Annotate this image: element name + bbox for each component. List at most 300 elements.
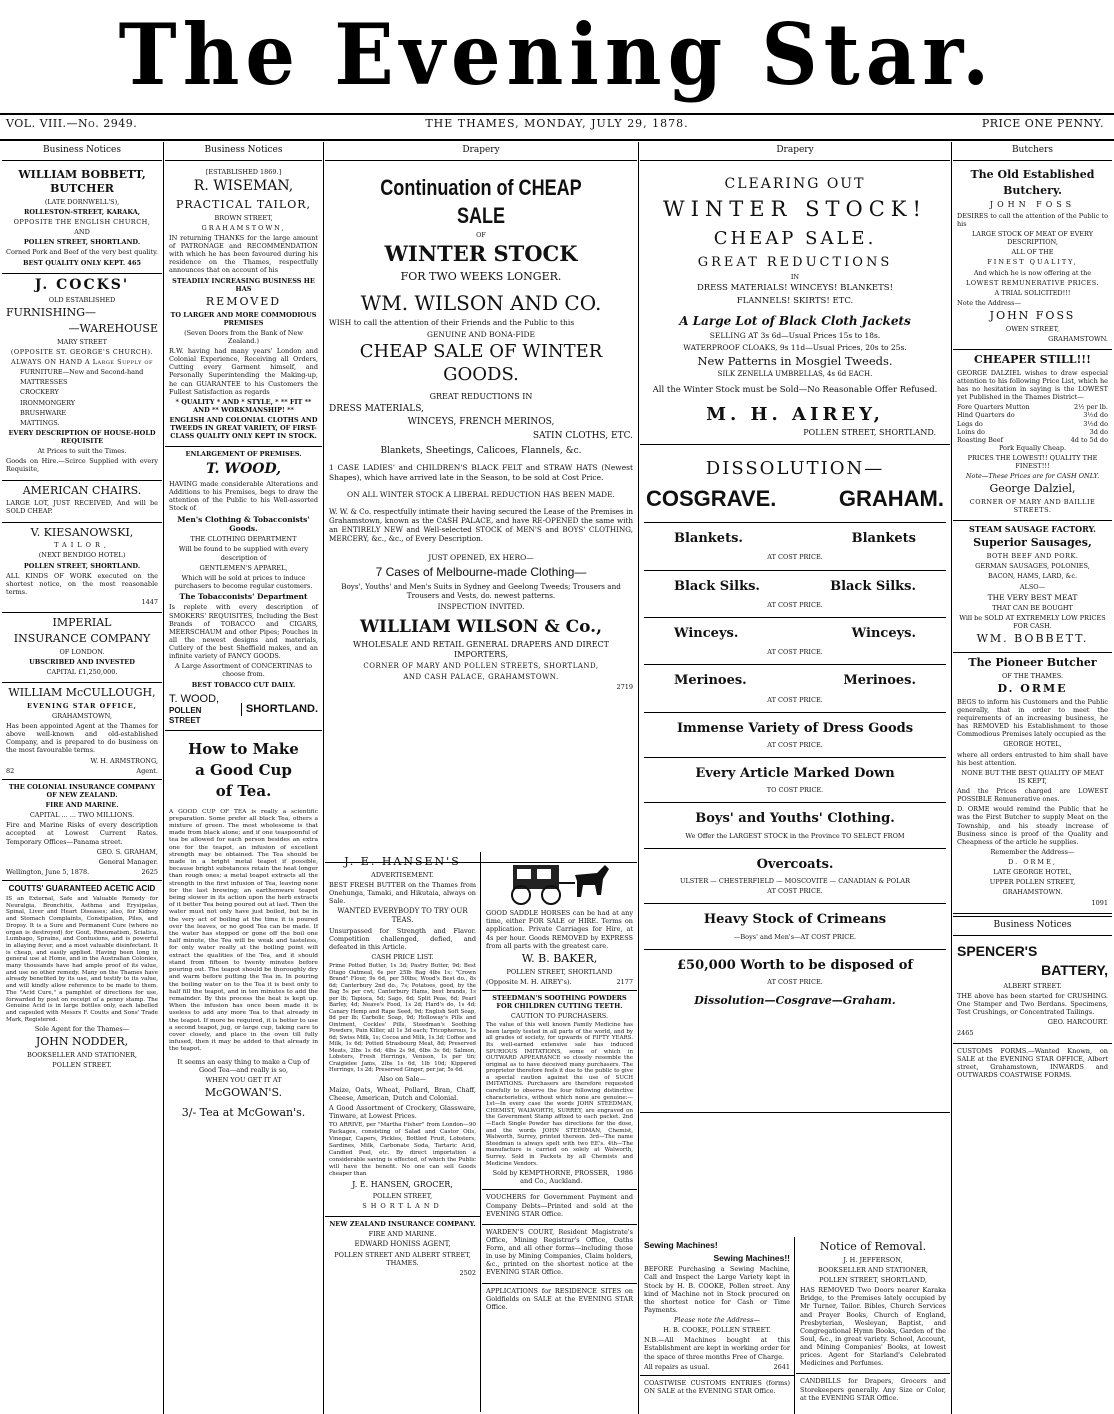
sausage-ad — [953, 521, 1112, 653]
ad-line: * QUALITY * AND * STYLE, * ** FIT ** AND ** WORKMANSHIP! ** — [175, 397, 312, 414]
ad-signature: JOHN FOSS — [989, 199, 1076, 209]
ad-title: DISSOLUTION— — [705, 458, 885, 480]
ad-title: Superior Sausages, — [973, 536, 1092, 550]
ad-title: J. E. HANSEN'S — [344, 855, 461, 868]
ad-line: ALL OF THE — [1011, 248, 1054, 257]
imperial-ad — [2, 613, 162, 683]
ad-signature: George Dalziel, — [989, 482, 1076, 496]
ad-title: CLEARING OUT — [724, 176, 866, 193]
ad-line: OF THE THAMES. — [1001, 671, 1064, 680]
ad-body: HAS REMOVED Two Doors nearer Karaka Bridge, to the Premises lately occupied by Mr Turner, Tailor. Bibles, Church Services and Prayer Books, Church of England, Presbyterian, Wesleyan, Baptist, and Congregational Hymn Books, Garden of the Soul, &c., in great variety. School, Account, and Mining Companies' Books, at lowest prices. Agent for Starland's Celebrated Medicines and Perfumes. — [800, 1286, 946, 1368]
ad-title: WILLIAM WILSON & Co., — [359, 616, 603, 637]
ad-signature: T. WOOD, — [169, 692, 220, 705]
ad-body: Boys', Youths' and Men's Suits in Sydney and Geelong Tweeds; Trousers and Trousers and Vests, do. newest patterns. — [341, 581, 621, 600]
ad-title: Sewing Machines! — [644, 1240, 718, 1250]
section-heading: Business Notices — [953, 916, 1112, 936]
ad-body: A Good Assortment of Crockery, Glassware, Tinware, at Lowest Prices. — [329, 1103, 476, 1120]
ad-body: where all orders entrusted to him shall have his best attention. — [957, 750, 1108, 767]
ad-line: THE VERY BEST MEAT — [987, 592, 1078, 602]
section-heading: Drapery — [640, 142, 950, 161]
item-label: Blankets — [851, 531, 916, 547]
diss-row — [644, 570, 946, 609]
ad-line: BEST TOBACCO CUT DAILY. — [191, 680, 296, 689]
column-rule — [951, 142, 952, 1414]
ad-title: Butchery. — [1003, 184, 1062, 197]
diss-row — [644, 617, 946, 656]
ad-line: GREAT REDUCTIONS IN — [429, 392, 533, 402]
ad-line: Sold by KEMPTHORNE, PROSSER, and Co., Auckland. — [492, 1169, 610, 1186]
ad-line: ALSO— — [1019, 582, 1046, 591]
ad-body: WISH to call the attention of their Friends and the Public to this — [329, 318, 575, 328]
ad-body: Has been appointed Agent at the Thames for above well-known and old-established Company, and is prepared to do business on the most favourable terms. — [6, 722, 158, 755]
ad-title: T. WOOD, — [206, 460, 281, 477]
ad-line: CAPITAL £1,250,000. — [46, 667, 118, 676]
ad-line: TAILOR, — [54, 541, 110, 550]
residence-ad — [482, 1284, 637, 1317]
ad-line: A Large Assortment of CONCERTINAS to choose from. — [174, 662, 313, 679]
ad-number: 82 — [6, 766, 15, 775]
ad-line: WHEN YOU GET IT AT — [205, 1075, 282, 1084]
price-item: Legs do — [957, 419, 983, 428]
item-label: Overcoats. — [756, 856, 834, 872]
ad-title: 7 Cases of Melbourne-made Clothing— — [375, 564, 587, 579]
vouchers-ad — [482, 1190, 637, 1224]
ad-line: BACON, HAMS, LARD, &c. — [987, 572, 1078, 581]
ad-title: WINTER STOCK! — [663, 196, 927, 221]
ad-line: OF — [476, 231, 486, 240]
sub-column-right — [482, 852, 637, 1412]
ad-signature: W. B. BAKER, — [521, 951, 598, 965]
ad-title: J. COCKS' — [34, 276, 130, 293]
price-row — [957, 436, 1108, 444]
item-label: Merinoes. — [843, 673, 916, 689]
ad-signature: GEO. HARCOURT. — [1047, 1018, 1108, 1027]
ad-title: How to Make — [188, 740, 299, 759]
ad-title: CHEAP SALE OF WINTER GOODS. — [359, 341, 603, 385]
hansen-ad — [325, 852, 480, 1217]
chairs-ad — [2, 481, 162, 523]
ad-line: Remember the Address— — [990, 847, 1075, 856]
ad-line: FOR TWO WEEKS LONGER. — [400, 269, 562, 283]
ad-line: UBSCRIBED AND INVESTED — [29, 657, 135, 666]
ad-signature: H. B. COOKE, POLLEN STREET. — [663, 1326, 771, 1335]
diss-row — [644, 903, 946, 940]
ad-title: M. H. AIREY, — [706, 403, 884, 425]
list-item: BRUSHWARE — [20, 408, 66, 417]
ad-line: [ESTABLISHED 1869.] — [205, 168, 282, 177]
column-4 — [640, 142, 950, 1414]
ad-title: WM. WILSON AND CO. — [360, 291, 602, 316]
sub-column-left — [640, 1237, 795, 1414]
ad-line: PRACTICAL TAILOR, — [175, 197, 311, 211]
ad-title: WINTER STOCK — [384, 241, 578, 267]
dateline-rule — [0, 139, 1114, 141]
ad-title: CHEAPER STILL!!! — [974, 353, 1091, 366]
ad-body: D. ORME would remind the Public that he was the First Butcher to supply Meat on the Township, and his steady increase of Business since is proof of the Quality and Cheapness of the article he supplies. — [957, 805, 1108, 846]
ad-line: GENUINE AND BONA-FIDE — [426, 329, 536, 339]
ad-line: We Offer the LARGEST STOCK in the Province TO SELECT FROM — [685, 831, 905, 840]
ad-body: DESIRES to call the attention of the Public to his — [957, 211, 1108, 228]
price-item: Roasting Beef — [957, 435, 1003, 444]
ad-line: All repairs as usual. — [644, 1362, 710, 1371]
ad-line: BOOKSELLER AND STATIONER, — [26, 1051, 137, 1060]
price-item: Hind Quarters do — [957, 411, 1015, 420]
ad-signature: GEO. S. GRAHAM, — [96, 847, 158, 856]
ad-line: AND — [74, 228, 90, 237]
orme-ad — [953, 653, 1112, 914]
ad-line: J. H. JEFFERSON, — [843, 1255, 903, 1264]
ad-title: Sewing Machines!! — [713, 1252, 790, 1263]
ad-line: REMOVED — [205, 294, 282, 308]
dalziel-ad — [953, 350, 1112, 521]
ad-body: GOOD SADDLE HORSES can be had at any time, either FOR SALE or HIRE. Terms on application. Private Carriages for Hire, at 4s per hour. Goods REMOVED by EXPRESS from all parts with the greatest care. — [486, 909, 633, 950]
kiesanowski-ad — [2, 523, 162, 614]
ad-line: Men's Clothing & Tobacconists' Goods. — [177, 514, 310, 533]
ad-line: OLD ESTABLISHED — [48, 296, 116, 305]
ad-line: (NEXT BENDIGO HOTEL) — [38, 551, 126, 560]
ad-line: Note—These Prices are for CASH ONLY. — [965, 472, 1100, 481]
ad-number: 2625 — [141, 867, 158, 876]
ad-body: The value of this well known Family Medicine has been largely tested in all parts of the world, and by all grades of society, for upwards of FIFTY YEARS. Its well-earned extensive sale has induced SPURIOUS IMITATIONS, some of which in OUTWARD APPEARANCE so closely resemble the original as to have deceived many purchasers. The proprietor therefore feels it due to the public to give a special caution against the use of SUCH IMITATIONS. Purchasers are therefore requested carefully to observe the four following distinctive characteristics, without which none are genuine:— 1st—In every case the words JOHN STEEDMAN, CHEMIST, WALWORTH, SURREY, are engraved on the Government Stamp affixed to each packet. 2nd—Each Single Powder has directions for the dose, and the words JOHN STEEDMAN, Chemist, Walworth, Surrey, printed thereon. 3rd—The name Steedman is always spelt with two EE's. 4th—The manufacture is carried on solely at Walworth, Surrey. Sold in Packets by all Chemists and Medicine Vendors. — [486, 1022, 633, 1167]
ad-line: THAT CAN BE BOUGHT — [992, 604, 1073, 612]
ad-signature: D. ORME — [997, 682, 1068, 695]
tea-ad — [165, 731, 322, 1125]
column-rule — [323, 142, 324, 1414]
ad-line: INSPECTION INVITED. — [437, 601, 525, 611]
ad-number: 1091 — [1091, 898, 1108, 907]
list-item: MATTINGS. — [20, 418, 60, 427]
ad-number: 2502 — [459, 1269, 476, 1278]
handbills-ad — [796, 1374, 950, 1407]
ad-line: FURNISHING— — [6, 306, 97, 320]
section-heading: Butchers — [953, 142, 1112, 161]
ad-line: (Seven Doors from the Bank of New Zealand.) — [184, 328, 303, 345]
ad-line: POLLEN STREET, SHORTLAND, — [819, 1276, 927, 1284]
ad-title: STEAM SAUSAGE FACTORY. — [969, 524, 1096, 535]
ad-line: Sole Agent for the Thames— — [34, 1025, 130, 1034]
ad-line: ENGLISH AND COLONIAL CLOTHS AND TWEEDS IN GREAT VARIETY, OF FIRST-CLASS QUALITY ONLY KEPT IN STOCK. — [169, 416, 318, 441]
ad-title: R. WISEMAN, — [193, 178, 294, 195]
price-row — [957, 428, 1108, 436]
wilson-ad — [325, 165, 637, 863]
ad-body: Will be found to be supplied with every description of — [178, 545, 309, 562]
item-label: Winceys. — [674, 625, 739, 641]
item-label: Boys' and Youths' Clothing. — [695, 811, 895, 827]
column-3 — [325, 142, 637, 1414]
ad-line: Will be SOLD AT EXTREMELY LOW PRICES FOR CASH. — [959, 614, 1106, 631]
issue-date: THE THAMES, MONDAY, JULY 29, 1878. — [425, 117, 689, 130]
ad-title: The Old Established — [970, 168, 1095, 182]
column-1 — [2, 142, 162, 1414]
ad-line: NONE BUT THE BEST QUALITY OF MEAT IS KEPT, — [961, 768, 1104, 785]
ad-line: AT COST PRICE. — [767, 600, 823, 609]
ad-title: BATTERY, — [1041, 962, 1108, 979]
ad-line: DRESS MATERIALS, — [329, 404, 424, 415]
ad-title: The Pioneer Butcher — [968, 656, 1097, 670]
ad-line: UPPER POLLEN STREET, — [989, 878, 1076, 887]
ad-line: ADVERTISEMENT. — [371, 870, 434, 879]
dateline — [0, 115, 1114, 135]
ad-line: EVENING STAR OFFICE, — [27, 701, 137, 710]
item-label: Merinoes. — [674, 673, 747, 689]
ad-line: MARY STREET — [57, 337, 107, 346]
ad-title: AMERICAN CHAIRS. — [22, 483, 142, 497]
ad-body: Corned Pork and Beef of the very best quality. — [6, 248, 158, 257]
column-rule — [638, 142, 639, 1414]
price: PRICE ONE PENNY. — [981, 117, 1104, 130]
price-value: 2½ per lb. — [1074, 403, 1108, 412]
ad-body: COASTWISE CUSTOMS ENTRIES (forms) ON SALE at the EVENING STAR Office. — [644, 1378, 790, 1395]
ad-body: CUSTOMS FORMS.—Wanted Known, on SALE at the EVENING STAR OFFICE, Albert street, Grahamstown, INWARDS and OUTWARDS COASTWISE FORMS. — [957, 1046, 1108, 1079]
ad-title: SPENCER'S — [957, 942, 1038, 959]
ad-line: EVERY DESCRIPTION OF HOUSE-HOLD REQUISITE — [8, 428, 156, 445]
ad-line: SELLING AT 3s 6d—Usual Prices 15s to 18s. — [709, 331, 881, 341]
ad-line: Please note the Address— — [674, 1316, 760, 1324]
ad-line: OPPOSITE THE ENGLISH CHURCH, — [13, 218, 151, 226]
price-row — [957, 411, 1108, 419]
ad-title: GRAHAM. — [838, 485, 944, 511]
ad-line: —Boys' and Men's—AT COST PRICE. — [733, 932, 857, 941]
ad-line: TO COST PRICE. — [766, 786, 824, 795]
ad-line: CORNER OF MARY AND BAILLIE STREETS. — [969, 498, 1096, 515]
airey-ad — [640, 165, 950, 445]
ad-body: VOUCHERS for Government Payment and Company Debts—Printed and sold at the EVENING STAR Office. — [486, 1193, 633, 1218]
ad-line: WINCEYS, FRENCH MERINOS, — [407, 417, 555, 428]
ad-body: Goods on Hire.—Scirce Supplied with every Requisite, — [6, 457, 158, 474]
ad-body: CANDBILLS for Drapers, Grocers and Storekeepers generally. Any Size or Color, at the EVENING STAR Office. — [800, 1377, 946, 1402]
price-value: 3½d do — [1083, 411, 1108, 420]
item-label: Heavy Stock of Crimeans — [703, 912, 887, 928]
ad-line: POLLEN STREET, SHORTLAND — [506, 967, 613, 976]
sub-column-left — [325, 852, 481, 1412]
ad-line: GERMAN SAUSAGES, POLONIES, — [975, 562, 1090, 571]
ad-body: TO ARRIVE, per "Martha Fisher" from London—90 Packages, consisting of Salad and Castor Oils, Vinegar, Capers, Pickles, Bottled Fruit, Lobsters, Sardines, Milk, Carbonate Soda, Tartaric Acid, Candied Peel, etc. By direct importation a considerable saving is effected, of which the Public will have the benefit. No one can sell Goods cheaper than — [329, 1122, 476, 1177]
ad-title: INSURANCE COMPANY — [13, 631, 151, 645]
mccullough-ad — [2, 683, 162, 780]
ad-line: POLLEN STREET, SHORTLAND. — [23, 238, 141, 247]
ad-body: A GOOD CUP OF TEA is really a scientific preparation. Some prefer all black Tea, others a mixture of green. The most wholesome is that made from black alone; and if one teaspoonful of tea be allowed for each person besides an extra one for the teapot, an infusion of excellent strength may be obtained. The Tea should be made in a bright metal teapot if possible, because bright substances retain the heat longer than rough ones; a metal teapot extracts all the strength in the first infusion of Tea, leaving none for the last brewing; an earthenware teapot being slower in its action upon the herb extracts of it better Tea being poured out at last. Then the water must not only have just boiled, but be in the very act of boiling at the time it is poured over the leaves, or no good Tea can be made. If the water has stopped or gone off the boil one half minute, the Tea will be weak and tasteless, for only water really at the boiling point will extract the qualities of the Tea, and it should stand from fifteen to twenty minutes before pouring out. The teapot should be thoroughly dry and warm before putting the Tea in. In pouring the boiling water on to the Tea it is best only to half fill the teapot, and in ten minutes to add the remainder. By this process the heat is kept up. When the infusion has once been made it is useless to add any more Tea to that already in the teapot. If more be required, it is better to use a second teapot, jug, or large cup, taking care to cover closely, and place in the oven till fully infused, then it may be added to that already in the teapot. — [169, 808, 318, 1053]
ad-body: Prime Potted Butter, 1s 3d; Pastry Butter, 9d; Best Otago Oatmeal, 6s per 25lb Bag 4lbs 1s; "Crown Brand" Flour, 9s 6d, per 50lbs; Wood's Best do., 8s 6d; Canterbury 2nd do., 7s; Potatoes, good, by the Bag 5s per cwt; Canterbury Hams, best brands, 1s per lb; Tapioca, 5d; Sago, 6d; Split Peas, 6d; Pearl Barley, 4d; Neave's Food, 1s 2d; Hard's do, 1s 4d; Canary Hemp and Rape Seed, 9d; English Soft Soap, 8d per lb; Carbolic Soap, 9d; Holloway's Pills and Ointment, Cockles' Pills, Steedman's Soothing Powders, Pain Killer, all 1s 3d each; Tricopherous, 1s 6d; Swiss Milk, 1s; Cocoa and Milk, 1s 3d; Coffee and Milk, 1s 6d; Potted Strasbourg Meat, 8d; Preserved Meats, 2lbs 1s 6d; 4lbs 2s 9d, 6lbs 3s 6d; Salmon, Lobsters, Fresh Herrings, Venison, 1s per tin; Craigielee Jams, 2lbs 1s 6d, 1lb 10d; Kippered Herrings, 1s 2d; Preserved Ginger, per jar, 5s 6d. — [329, 963, 476, 1073]
coutts-ad — [2, 881, 162, 1075]
ad-body: Maize, Oats, Wheat, Pollard, Bran, Chaff, Cheese, American, Dutch and Colonial. — [329, 1085, 476, 1102]
ad-body: LARGE LOT, JUST RECEIVED, And will be SOLD CHEAP. — [6, 499, 158, 516]
ad-line: BEST QUALITY ONLY KEPT. 465 — [22, 258, 141, 267]
ad-body: HAVING made considerable Alterations and Additions to his Premises, begs to draw the attention of the Public to his Well-assorted Stock of — [169, 480, 318, 513]
baker-ad — [482, 852, 637, 991]
ad-line: SILK ZENELLA UMBRELLAS, 4s 6d EACH. — [717, 370, 873, 379]
diss-row — [644, 712, 946, 749]
ad-title: 3/- Tea at McGowan's. — [181, 1105, 306, 1119]
ad-line: GRAHAMSTOWN, — [52, 711, 112, 720]
ad-line: POLLEN STREET, — [372, 1191, 433, 1200]
cocks-ad — [2, 274, 162, 481]
ad-line: GRAHAMSTOWN. — [1002, 888, 1063, 897]
ad-title: Notice of Removal. — [819, 1240, 927, 1253]
ad-title: a Good Cup — [195, 761, 292, 780]
ad-line: Agent. — [136, 766, 158, 775]
ad-body: BEGS to inform his Customers and the Public generally, that in order to meet the requirements of an increasing business, he has REMOVED his Establishment to those Commodious Premises lately occupied as the — [957, 697, 1108, 739]
ad-line: (LATE DORNWELL'S), — [44, 197, 120, 206]
newspaper-title: The Evening Star. — [118, 6, 996, 105]
ad-body: IS an External, Safe and Valuable Remedy for Neuralgia, Bronchitis, Asthma and Erysipelas, Spinal, Liver and Heart Diseases; also, for Kidney and Stomach Complaints, Constipation, Piles, and Dropsy. It is a Sure and Permanent Cure (where no organ is destroyed) for Gout, Rheumatism, Sciatica, Lumbago, Sprains, and Contusions, and is powerful in allaying fever, and a most valuable disinfectant. It is cheap, and easily applied. Having been long in general use at Home, and in the Australian Colonies, many thousands have had ample proof of its value, and use no other remedy. Many on the Thames have already benefited by its use, and testify to its value, and will kindly allow reference to be made to them. The "Acid Cure," a pamphlet of directions for use, forwarded by post on receipt of a penny stamp. The Genuine Acid is in large bottles only, each labelled and capsuled with Messrs F. Coutts and Sons' Trade Mark, Registered. — [6, 896, 158, 1023]
ad-body: Is replete with every description of SMOKERS' REQUISITES, Including the Best Brands of TOBACCO and CIGARS, MEERSCHAUM and other Pipes; Pouches in all the newest designs and materials, Cutlery of the best Sheffield makes, and an infinite variety of FANCY GOODS. — [169, 603, 318, 661]
masthead — [0, 0, 1114, 112]
price-row — [957, 420, 1108, 428]
ad-body: N.B.—All Machines bought at this Establishment are kept in working order for the space of three months Free of Charge. — [644, 1336, 790, 1361]
ad-title: WILLIAM BOBBETT, BUTCHER — [18, 168, 146, 195]
ad-body: Which will be sold at prices to induce purchasers to become regular customers. — [174, 573, 313, 590]
ad-line: AT COST PRICE. — [767, 740, 823, 749]
ad-line: AT COST PRICE. — [767, 553, 823, 562]
ad-title: THE COLONIAL INSURANCE COMPANY OF NEW ZEALAND. — [8, 782, 156, 799]
column-rule — [163, 142, 164, 1414]
ad-body: GEORGE DALZIEL wishes to draw especial attention to his following Price List, which he has no hesitation in saying is the LOWEST yet Published in the Thames District— — [957, 368, 1108, 402]
list-item: IRONMONGERY — [20, 398, 76, 407]
ad-line: BOOKSELLER AND STATIONER, — [817, 1265, 928, 1274]
price-value: 3½d do — [1083, 419, 1108, 428]
steedman-ad — [482, 991, 637, 1191]
ad-line: LOWEST REMUNERATIVE PRICES. — [965, 278, 1100, 287]
ad-line: FIRE AND MARINE. — [368, 1230, 437, 1239]
ad-line: And which he is now offering at the — [973, 268, 1092, 277]
diss-row — [644, 949, 946, 986]
ad-number: 1447 — [141, 598, 158, 606]
ad-body: 1 CASE LADIES' and CHILDREN'S BLACK FELT and STRAW HATS (Newest Shapes), which have arrived late in the Season, to be sold at Cost Price. — [329, 463, 633, 482]
removal-ad — [796, 1237, 950, 1374]
ad-title: ENLARGEMENT OF PREMISES. — [185, 450, 302, 459]
colonial-ad — [2, 780, 162, 881]
ad-line: GENTLEMEN'S APPAREL, — [199, 563, 288, 572]
section-heading: Business Notices — [165, 142, 322, 161]
diss-row — [644, 848, 946, 896]
ad-title: Continuation of CHEAP SALE — [380, 175, 582, 228]
nz-insurance-ad — [325, 1217, 480, 1283]
ad-line: POLLEN STREET AND ALBERT STREET, THAMES. — [334, 1251, 471, 1268]
bobbett-ad — [2, 165, 162, 273]
ad-body: Fire and Marine Risks of every description accepted at Lowest Current Rates. Temporary Offices—Panama street. — [6, 821, 158, 846]
ad-line: OF LONDON. — [59, 647, 105, 656]
sub-column-right — [796, 1237, 950, 1414]
ad-line: All the Winter Stock must be Sold—No Reasonable Offer Refused. — [652, 385, 938, 395]
ad-line: AND CASH PALACE, GRAHAMSTOWN. — [403, 672, 559, 681]
item-label: Immense Variety of Dress Goods — [676, 720, 914, 736]
ad-title: New Patterns in Mosgiel Tweeds. — [697, 353, 893, 368]
ad-title: NEW ZEALAND INSURANCE COMPANY. — [329, 1220, 476, 1229]
price-row — [957, 403, 1108, 411]
battery-ad — [953, 940, 1112, 1044]
ad-line: FIRE AND MARINE. — [45, 801, 119, 809]
ad-line: CAUTION TO PURCHASERS. — [510, 1012, 609, 1020]
ad-title: COSGRAVE. — [646, 485, 777, 511]
ad-number: 2719 — [616, 683, 633, 692]
ad-line: AT COST PRICE. — [767, 887, 823, 896]
price-value: 3d do — [1089, 427, 1108, 436]
ad-title: COUTTS' GUARANTEED ACETIC ACID — [8, 884, 156, 893]
ad-line: Blankets, Sheetings, Calicoes, Flannels, &c. — [380, 445, 582, 456]
ad-line: CAPITAL ... ... TWO MILLIONS. — [29, 811, 135, 820]
ad-line: (Opposite M. H. AIREY's). — [486, 977, 572, 986]
ad-title: of Tea. — [215, 781, 272, 800]
ad-signature: SHORTLAND. — [241, 703, 318, 717]
item-label: £50,000 Worth to be disposed of — [676, 957, 914, 973]
ad-line: IN — [790, 272, 800, 281]
list-item: MATTRESSES — [20, 378, 68, 387]
ad-line: DRESS MATERIALS! WINCEYS! BLANKETS! — [696, 282, 894, 293]
section-heading: Drapery — [325, 142, 637, 161]
diss-row — [644, 757, 946, 794]
ad-title: WILLIAM McCULLOUGH, — [8, 686, 156, 699]
ad-line: SATIN CLOTHS, ETC. — [532, 430, 633, 441]
ad-title: GREAT REDUCTIONS — [697, 254, 893, 270]
ad-body: Unsurpassed for Strength and Flavor. Competition challenged, defied, and defeated in this Article. — [329, 926, 476, 951]
ad-line: AT COST PRICE. — [767, 695, 823, 704]
price-item: Fore Quarters Mutton — [957, 403, 1030, 412]
ad-line: OWEN STREET, — [1005, 324, 1060, 333]
foss-ad — [953, 165, 1112, 350]
ad-line: PRICES THE LOWEST!! QUALITY THE FINEST!!! — [967, 454, 1098, 471]
ad-line: THE CLOTHING DEPARTMENT — [190, 535, 297, 544]
ad-number: 1986 — [616, 1169, 633, 1178]
ad-signature: D. ORME, — [1008, 858, 1057, 866]
item-label: Black Silks. — [830, 578, 916, 594]
coach-horse-icon — [505, 855, 615, 907]
ad-line: POLLEN STREET, SHORTLAND. — [803, 428, 936, 438]
ad-number: 2465 — [957, 1028, 974, 1037]
ad-line: LARGE STOCK OF MEAT OF EVERY DESCRIPTION, — [971, 230, 1094, 247]
ad-title: Dissolution—Cosgrave—Graham. — [694, 994, 896, 1007]
item-label: Winceys. — [851, 625, 916, 641]
ad-line: POLLEN STREET, SHORTLAND. — [23, 561, 141, 570]
ad-signature: EDWARD HONISS AGENT, — [354, 1240, 451, 1249]
ad-body: APPLICATIONS for RESIDENCE SITES on Goldfields on SALE at the EVENING STAR Office. — [486, 1286, 633, 1311]
ad-body: BEST FRESH BUTTER on the Thames from Onehunga, Tamaki, and Hikutaia, always on Sale. — [329, 880, 476, 906]
ad-line: At Prices to suit the Times. — [37, 447, 127, 456]
ad-body: And the Prices charged are LOWEST POSSIBLE Remunerative ones. — [957, 787, 1108, 804]
ad-body: W. W. & Co. respectfully intimate their having secured the Lease of the Premises in Grahamstown, known as the CASH PALACE, and have RE-OPENED the same with an ENTIRELY NEW and Well-selected STOCK of MEN'S and BOYS' CLOTHING, MERCERY, &c., &c., of Every Description. — [329, 507, 633, 544]
ad-line: POLLEN STREET. — [52, 1061, 112, 1070]
diss-row — [644, 522, 946, 561]
ad-title: CHEAP SALE. — [713, 228, 877, 249]
ad-line: CORNER OF MARY AND POLLEN STREETS, SHORTLAND, — [363, 661, 599, 670]
ad-line: McGOWAN'S. — [204, 1085, 283, 1099]
ad-line: —WAREHOUSE — [68, 322, 158, 335]
ad-body: ALL KINDS OF WORK executed on the shortest notice, on the most reasonable terms. — [6, 571, 158, 596]
dissolution-ad — [640, 445, 950, 1113]
ad-line: AT COST PRICE. — [767, 977, 823, 986]
section-heading: Business Notices — [2, 142, 162, 161]
ad-line: GRAHAMSTOWN, — [201, 223, 286, 232]
sewing-ad — [640, 1237, 794, 1376]
ad-line: (OPPOSITE ST. GEORGE'S CHURCH). — [10, 347, 154, 356]
ad-line: TO LARGER AND MORE COMMODIOUS PREMISES — [170, 310, 317, 327]
ad-signature: WM. BOBBETT. — [976, 632, 1089, 646]
ad-line: A TRIAL SOLICITED!!! — [994, 288, 1071, 297]
ad-line: ROLLESTON-STREET, KARAKA, — [23, 207, 141, 216]
ad-line: WATERPROOF CLOAKS, 9s 11d—Usual Prices, 20s to 25s. — [683, 342, 907, 352]
ad-line: CASH PRICE LIST. — [371, 953, 434, 962]
ad-line: GRAHAMSTOWN. — [1048, 334, 1108, 343]
ad-body: IN returning THANKS for the large amount of PATRONAGE and RECOMMENDATION with which he has been favoured during his residence on the Thames, respectfully announces that on account of his — [169, 233, 318, 275]
ad-line: JUST OPENED, EX HERO— — [428, 553, 534, 563]
volume-number: VOL. VIII.—No. 2949. — [6, 117, 138, 130]
ad-line: ALBERT STREET. — [1003, 981, 1062, 990]
ad-body: THE above has been started for CRUSHING. One Stamper and Two Berdans. Specimens, Test Crushings, or Concentrated Tailings. — [957, 992, 1108, 1017]
price-value: 4d to 5d do — [1070, 435, 1108, 444]
ad-line: AT COST PRICE. — [767, 648, 823, 657]
ad-signature: POLLEN STREET — [169, 706, 202, 726]
ad-line: BROWN STREET, — [214, 213, 273, 222]
ad-number: 2641 — [773, 1362, 790, 1371]
